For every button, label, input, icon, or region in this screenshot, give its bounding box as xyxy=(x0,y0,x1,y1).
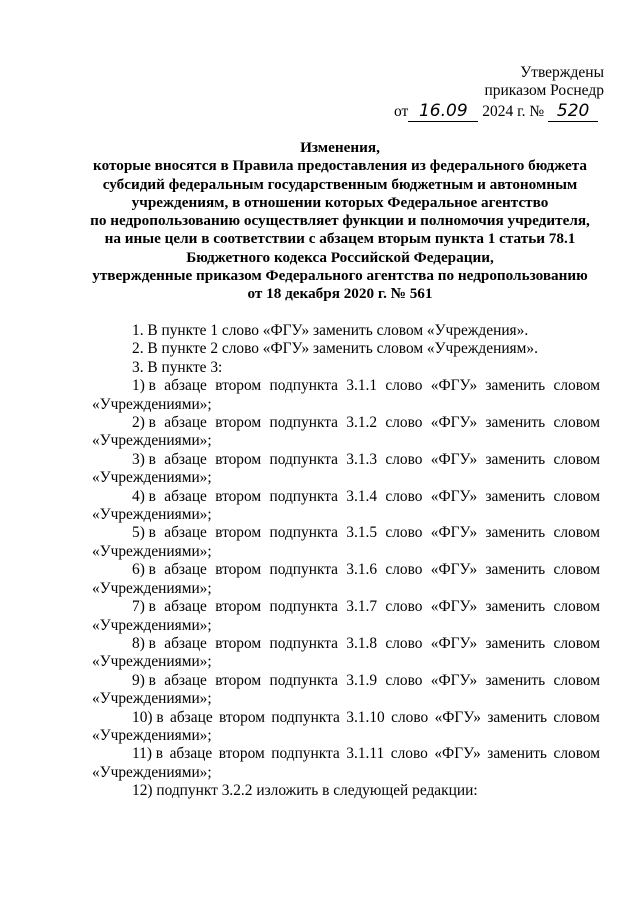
list-item-word: 3.1.9 xyxy=(346,671,378,689)
list-item-word: «ФГУ» xyxy=(430,671,478,689)
list-item-word: подпункта xyxy=(269,561,338,579)
list-item-first-line xyxy=(92,635,600,653)
list-item-word: слово xyxy=(385,634,423,652)
list-item-word: втором xyxy=(215,524,262,542)
list-item-word: 11) в xyxy=(132,745,164,763)
list-item-word: 3.1.11 xyxy=(346,745,385,763)
paragraph-2: 2. В пункте 2 слово «ФГУ» заменить словом «Учреждениям». xyxy=(132,340,538,358)
list-item-word: слово xyxy=(385,671,423,689)
list-item-word: подпункта xyxy=(269,414,338,432)
list-item-word: подпункта xyxy=(269,634,338,652)
list-item xyxy=(92,414,600,451)
approved-label: Утверждены xyxy=(520,64,604,81)
list-item-word: словом xyxy=(553,524,600,542)
list-item-first-line xyxy=(92,524,600,542)
list-item xyxy=(92,745,600,782)
list-item-word: 6) в xyxy=(132,561,156,579)
list-item-word: заменить xyxy=(485,598,546,616)
list-item-word: заменить xyxy=(485,377,546,395)
list-item xyxy=(92,377,600,414)
list-item-word: слово xyxy=(385,524,423,542)
from-label: от xyxy=(394,103,409,120)
list-item-word: 3.1.6 xyxy=(346,561,378,579)
list-item-word: заменить xyxy=(487,708,548,726)
handwritten-number: 520 xyxy=(548,101,598,122)
list-item-continuation: «Учреждениями»; xyxy=(92,506,212,524)
title-line: Бюджетного кодекса Российской Федерации, xyxy=(186,248,494,266)
list-item xyxy=(92,598,600,635)
list-item-word: словом xyxy=(553,598,600,616)
list-item-first-line xyxy=(92,488,600,506)
list-item-word: абзаце xyxy=(164,414,207,432)
list-item-word: подпункта xyxy=(271,745,340,763)
list-item-word: слово xyxy=(385,561,423,579)
list-item-first-line xyxy=(92,377,600,395)
list-item-word: подпункта xyxy=(271,708,340,726)
list-item-word: втором xyxy=(215,487,262,505)
list-item-word: 3.1.4 xyxy=(346,487,378,505)
list-item xyxy=(92,524,600,561)
title-line: субсидий федеральным государственным бюджетным и автономным xyxy=(102,175,578,193)
list-item-word: заменить xyxy=(485,561,546,579)
list-item-first-line xyxy=(92,451,600,469)
list-item-continuation: «Учреждениями»; xyxy=(92,616,212,634)
list-item-word: 3.1.2 xyxy=(346,414,378,432)
list-item-first-line xyxy=(92,709,600,727)
list-item-word: 3.1.3 xyxy=(346,450,378,468)
title-line: учреждениям, в отношении которых Федеральное агентство xyxy=(131,193,549,211)
list-item-continuation: «Учреждениями»; xyxy=(92,579,212,597)
list-item-word: втором xyxy=(215,598,262,616)
list-item-word: 1) в xyxy=(132,377,156,395)
list-item-word: «ФГУ» xyxy=(430,524,478,542)
list-item-word: втором xyxy=(218,745,265,763)
list-item-word: заменить xyxy=(485,414,546,432)
list-item-word: заменить xyxy=(485,487,546,505)
title-line: которые вносятся в Правила предоставления из федерального бюджета xyxy=(93,157,587,175)
list-item xyxy=(92,709,600,746)
list-item-word: абзаце xyxy=(164,450,207,468)
list-item-word: словом xyxy=(553,414,600,432)
title-line: от 18 декабря 2020 г. № 561 xyxy=(247,285,433,303)
list-item-word: словом xyxy=(553,745,600,763)
paragraph-3: 3. В пункте 3: xyxy=(132,358,223,376)
list-item-word: словом xyxy=(553,561,600,579)
title-line: на иные цели в соответствии с абзацем вторым пункта 1 статьи 78.1 xyxy=(104,230,576,248)
list-item-word: абзаце xyxy=(164,487,207,505)
list-item-first-line xyxy=(92,672,600,690)
list-item-word: 3.1.8 xyxy=(346,634,378,652)
list-item-word: 3.1.7 xyxy=(346,598,378,616)
list-item-word: «ФГУ» xyxy=(434,708,481,726)
list-item-word: 3) в xyxy=(132,450,156,468)
list-item-word: словом xyxy=(553,450,600,468)
list-item-word: слово xyxy=(385,598,423,616)
list-item-word: «ФГУ» xyxy=(434,745,481,763)
order-line xyxy=(394,101,609,122)
list-item-word: втором xyxy=(219,708,265,726)
list-item xyxy=(92,672,600,709)
list-item-word: 3.1.5 xyxy=(346,524,378,542)
list-item-continuation: «Учреждениями»; xyxy=(92,726,212,744)
list-item-word: 8) в xyxy=(132,634,156,652)
list-item-word: абзаце xyxy=(164,377,207,395)
list-item xyxy=(92,451,600,488)
list-item-word: заменить xyxy=(485,450,546,468)
list-item-word: слово xyxy=(385,487,423,505)
list-item-word: 9) в xyxy=(132,671,156,689)
list-item-first-line xyxy=(92,745,600,763)
list-item-word: заменить xyxy=(485,671,546,689)
list-item-word: подпункта xyxy=(269,377,338,395)
list-item-word: 4) в xyxy=(132,487,156,505)
document-body xyxy=(92,322,600,801)
paragraph-1: 1. В пункте 1 слово «ФГУ» заменить словом «Учреждения». xyxy=(132,322,529,339)
list-item-word: подпункта xyxy=(269,671,338,689)
list-item-word: 5) в xyxy=(132,524,156,542)
list-item-continuation: «Учреждениями»; xyxy=(92,432,212,450)
list-item-word: 3.1.1 xyxy=(346,377,378,395)
list-item-first-line xyxy=(92,414,600,432)
list-item-word: втором xyxy=(215,561,262,579)
list-item-word: словом xyxy=(553,634,600,652)
list-item-word: «ФГУ» xyxy=(430,377,478,395)
list-item-word: абзаце xyxy=(164,561,207,579)
list-item-word: подпункта xyxy=(269,450,338,468)
list-item xyxy=(92,488,600,525)
list-item-word: подпункта xyxy=(269,524,338,542)
list-item-word: слово xyxy=(385,377,423,395)
list-item-word: втором xyxy=(215,414,262,432)
list-item-continuation: «Учреждениями»; xyxy=(92,653,212,671)
list-item-word: втором xyxy=(215,377,262,395)
list-item-word: втором xyxy=(215,450,262,468)
list-item-word: абзаце xyxy=(164,598,207,616)
list-item xyxy=(92,561,600,598)
list-item-word: слово xyxy=(385,450,423,468)
document-title xyxy=(60,139,620,304)
list-item-continuation: «Учреждениями»; xyxy=(92,542,212,560)
list-item-word: 10) в xyxy=(132,708,164,726)
list-item-word: 7) в xyxy=(132,598,156,616)
list-item-word: абзаце xyxy=(164,524,207,542)
list-item-word: «ФГУ» xyxy=(430,634,478,652)
approval-block xyxy=(392,64,604,100)
list-item-word: «ФГУ» xyxy=(430,450,478,468)
list-item-word: абзаце xyxy=(170,708,213,726)
list-item-first-line xyxy=(92,598,600,616)
list-item-word: заменить xyxy=(485,634,546,652)
list-item-word: словом xyxy=(553,487,600,505)
list-item-word: слово xyxy=(390,745,428,763)
list-item-word: словом xyxy=(553,708,600,726)
list-item-word: заменить xyxy=(485,524,546,542)
subitems-list xyxy=(92,377,600,782)
list-item-word: заменить xyxy=(487,745,547,763)
list-item-continuation: «Учреждениями»; xyxy=(92,469,212,487)
list-item-continuation: «Учреждениями»; xyxy=(92,763,212,781)
list-item-word: подпункта xyxy=(269,487,338,505)
list-item-word: словом xyxy=(553,377,600,395)
order-label: приказом Роснедр xyxy=(484,82,604,99)
list-item-word: втором xyxy=(215,634,262,652)
list-item-word: 3.1.10 xyxy=(346,708,385,726)
list-item-word: «ФГУ» xyxy=(430,598,478,616)
list-item-word: «ФГУ» xyxy=(430,414,478,432)
title-line: Изменения, xyxy=(300,139,380,156)
list-item-word: абзаце xyxy=(164,634,207,652)
list-item-continuation: «Учреждениями»; xyxy=(92,395,212,413)
list-item-word: подпункта xyxy=(269,598,338,616)
handwritten-date: 16.09 xyxy=(408,101,478,122)
list-item-word: абзаце xyxy=(164,671,207,689)
list-item-first-line xyxy=(92,561,600,579)
list-item-word: абзаце xyxy=(169,745,213,763)
title-line: по недропользованию осуществляет функции и полномочия учредителя, xyxy=(90,212,590,230)
title-line: утвержденные приказом Федерального агентства по недропользованию xyxy=(92,267,588,285)
list-item-word: втором xyxy=(215,671,262,689)
list-item-word: словом xyxy=(553,671,600,689)
year-label: 2024 г. № xyxy=(482,103,545,120)
list-item-word: слово xyxy=(391,708,429,726)
list-item-word: «ФГУ» xyxy=(430,487,478,505)
list-item-word: слово xyxy=(385,414,423,432)
list-item-word: «ФГУ» xyxy=(430,561,478,579)
paragraph-12: 12) подпункт 3.2.2 изложить в следующей редакции: xyxy=(132,782,478,800)
list-item xyxy=(92,635,600,672)
list-item-continuation: «Учреждениями»; xyxy=(92,690,212,708)
list-item-word: 2) в xyxy=(132,414,156,432)
